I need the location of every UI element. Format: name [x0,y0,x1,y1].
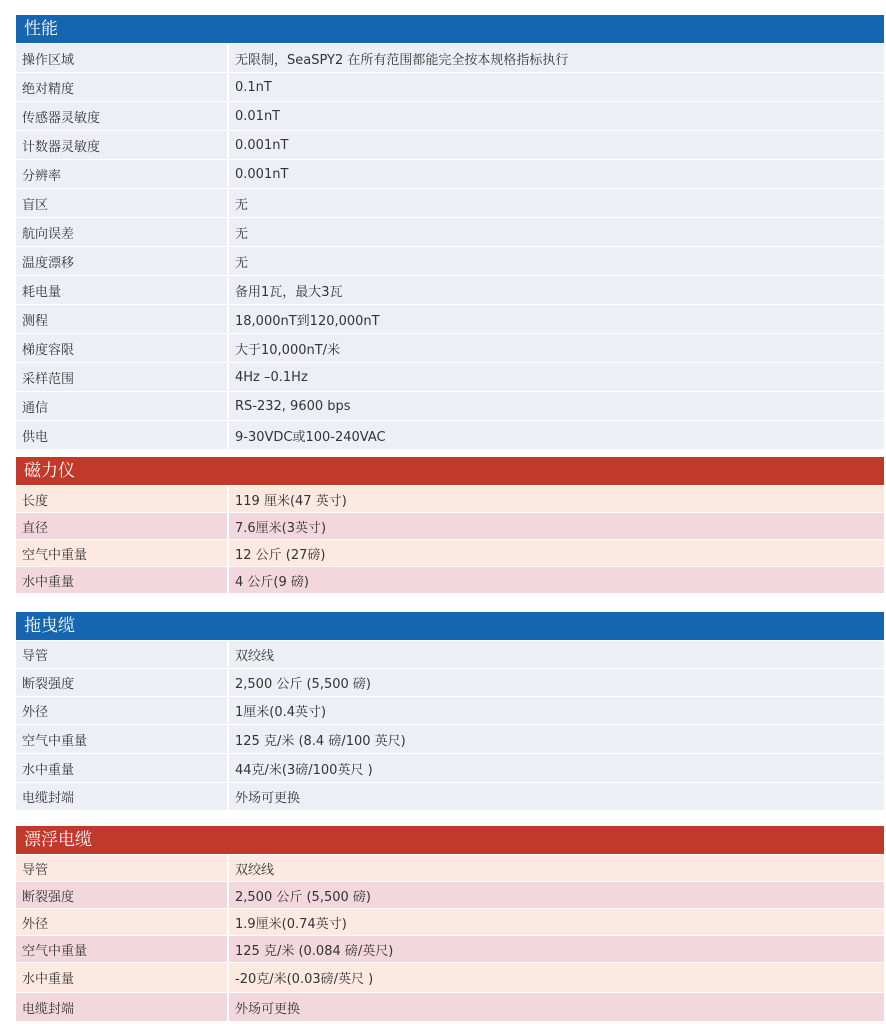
row-label: 采样范围 [16,363,229,391]
row-label: 电缆封端 [16,993,229,1021]
table-row [16,304,884,333]
row-label: 测程 [16,305,229,333]
row-value: 125 克/米 (0.084 磅/英尺) [235,943,394,959]
table-row [16,275,884,304]
table-row [16,881,884,908]
table-row [16,908,884,935]
row-label: 外径 [16,909,229,935]
section-title: 性能 [16,15,884,43]
section-title: 拖曳缆 [16,612,884,640]
row-value: 0.1nT [235,79,272,95]
row-label: 水中重量 [16,567,229,593]
tow-cable-section [16,612,884,810]
float-cable-section [16,826,884,1021]
section-title: 磁力仪 [16,457,884,485]
row-label: 梯度容限 [16,334,229,362]
table-row [16,130,884,159]
row-value: 1厘米(0.4英寸) [235,705,327,720]
row-label: 通信 [16,392,229,420]
row-value: 18,000nT到120,000nT [235,313,380,329]
row-value: 无 [235,197,249,213]
table-row [16,43,884,72]
row-value: 2,500 公斤 (5,500 磅) [235,889,371,905]
row-value: 0.001nT [235,137,289,153]
row-value: 119 厘米(47 英寸) [235,493,347,509]
row-label: 温度漂移 [16,247,229,275]
table-row [16,420,884,449]
magnetometer-section [16,457,884,593]
row-value: 9-30VDC或100-240VAC [235,429,386,445]
row-value: RS-232, 9600 bps [235,398,351,414]
table-row [16,333,884,362]
row-value: 0.01nT [235,108,281,124]
row-value: 无 [235,226,249,242]
row-label: 水中重量 [16,754,229,782]
row-label: 传感器灵敏度 [16,102,229,130]
table-row [16,101,884,130]
table-row [16,724,884,753]
row-value: 双绞线 [235,862,275,878]
row-label: 计数器灵敏度 [16,131,229,159]
row-label: 空气中重量 [16,936,229,962]
row-label: 空气中重量 [16,725,229,753]
row-value: 备用1瓦，最大3瓦 [235,284,343,300]
table-row [16,362,884,391]
row-label: 导管 [16,641,229,668]
section-title: 漂浮电缆 [16,826,884,854]
table-row [16,246,884,275]
row-label: 操作区域 [16,44,229,72]
performance-section [16,15,884,449]
row-value: 4 公斤(9 磅) [235,574,309,590]
row-label: 断裂强度 [16,882,229,908]
table-row [16,391,884,420]
row-value: 2,500 公斤 (5,500 磅) [235,677,371,692]
table-row [16,217,884,246]
row-value: 4Hz –0.1Hz [235,369,308,385]
row-value: 0.001nT [235,166,289,182]
row-label: 外径 [16,697,229,724]
row-label: 长度 [16,486,229,512]
row-value: 12 公斤 (27磅) [235,547,326,563]
row-label: 耗电量 [16,276,229,304]
table-row [16,539,884,566]
row-label: 直径 [16,513,229,539]
row-label: 导管 [16,855,229,881]
row-label: 断裂强度 [16,669,229,696]
row-label: 航向误差 [16,218,229,246]
table-row [16,485,884,512]
row-label: 供电 [16,421,229,449]
row-value: 外场可更换 [235,791,301,806]
table-row [16,566,884,593]
table-row [16,159,884,188]
row-value: 1.9厘米(0.74英寸) [235,916,347,932]
table-row [16,696,884,724]
table-row [16,854,884,881]
row-label: 水中重量 [16,963,229,992]
row-value: -20克/米(0.03磅/英尺 ) [235,972,374,987]
table-row [16,668,884,696]
row-value: 外场可更换 [235,1001,301,1017]
table-row [16,935,884,962]
row-value: 44克/米(3磅/100英尺 ) [235,762,373,778]
table-row [16,188,884,217]
table-row [16,962,884,992]
table-row [16,640,884,668]
table-row [16,782,884,810]
row-value: 无限制，SeaSPY2 在所有范围都能完全按本规格指标执行 [235,52,569,68]
row-label: 空气中重量 [16,540,229,566]
row-label: 分辨率 [16,160,229,188]
table-row [16,72,884,101]
row-value: 大于10,000nT/米 [235,342,341,358]
row-label: 电缆封端 [16,783,229,810]
row-label: 盲区 [16,189,229,217]
row-value: 双绞线 [235,649,275,664]
table-row [16,512,884,539]
row-value: 125 克/米 (8.4 磅/100 英尺) [235,733,406,749]
table-row [16,753,884,782]
table-row [16,992,884,1021]
row-value: 7.6厘米(3英寸) [235,520,327,536]
row-label: 绝对精度 [16,73,229,101]
row-value: 无 [235,255,249,271]
